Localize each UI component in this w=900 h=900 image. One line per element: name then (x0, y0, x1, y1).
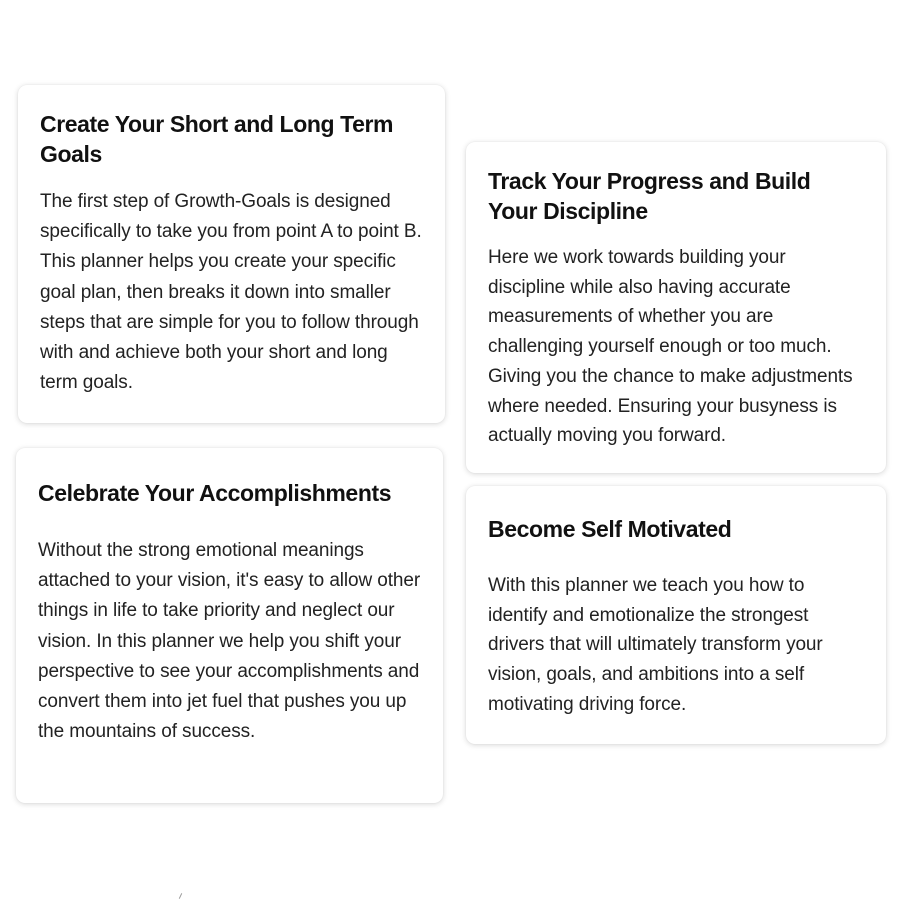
feature-card-motivation (466, 486, 886, 744)
feature-card-goals (18, 85, 445, 423)
decorative-mark (179, 893, 182, 899)
feature-card-title: Celebrate Your Accomplishments (38, 480, 392, 506)
feature-card-accomplishments (16, 448, 443, 803)
feature-card-title: Track Your Progress and Build Your Discipline (488, 168, 811, 224)
feature-card-description: The first step of Growth-Goals is designed specifically to take you from point A to point B. This planner helps you create your specific goal plan, then breaks it down into smaller steps that are simple for you to follow through with and achieve both your short and long term goals. (40, 191, 422, 394)
feature-card-description: Here we work towards building your discipline while also having accurate measurements of whether you are challenging yourself enough or too much. Giving you the chance to make adjustments where needed. Ensuring your busyness is actually moving you forward. (488, 247, 853, 447)
feature-card-progress (466, 142, 886, 473)
feature-card-description: With this planner we teach you how to identify and emotionalize the strongest drivers that will ultimately transform your vision, goals, and ambitions into a self motivating driving force. (488, 575, 823, 715)
feature-card-title: Become Self Motivated (488, 516, 732, 542)
feature-card-title: Create Your Short and Long Term Goals (40, 111, 394, 167)
feature-card-description: Without the strong emotional meanings attached to your vision, it's easy to allow other things in life to take priority and neglect our vision. In this planner we help you shift your perspective to see your accomplishments and convert them into jet fuel that pushes you up the mountains of success. (38, 540, 421, 743)
